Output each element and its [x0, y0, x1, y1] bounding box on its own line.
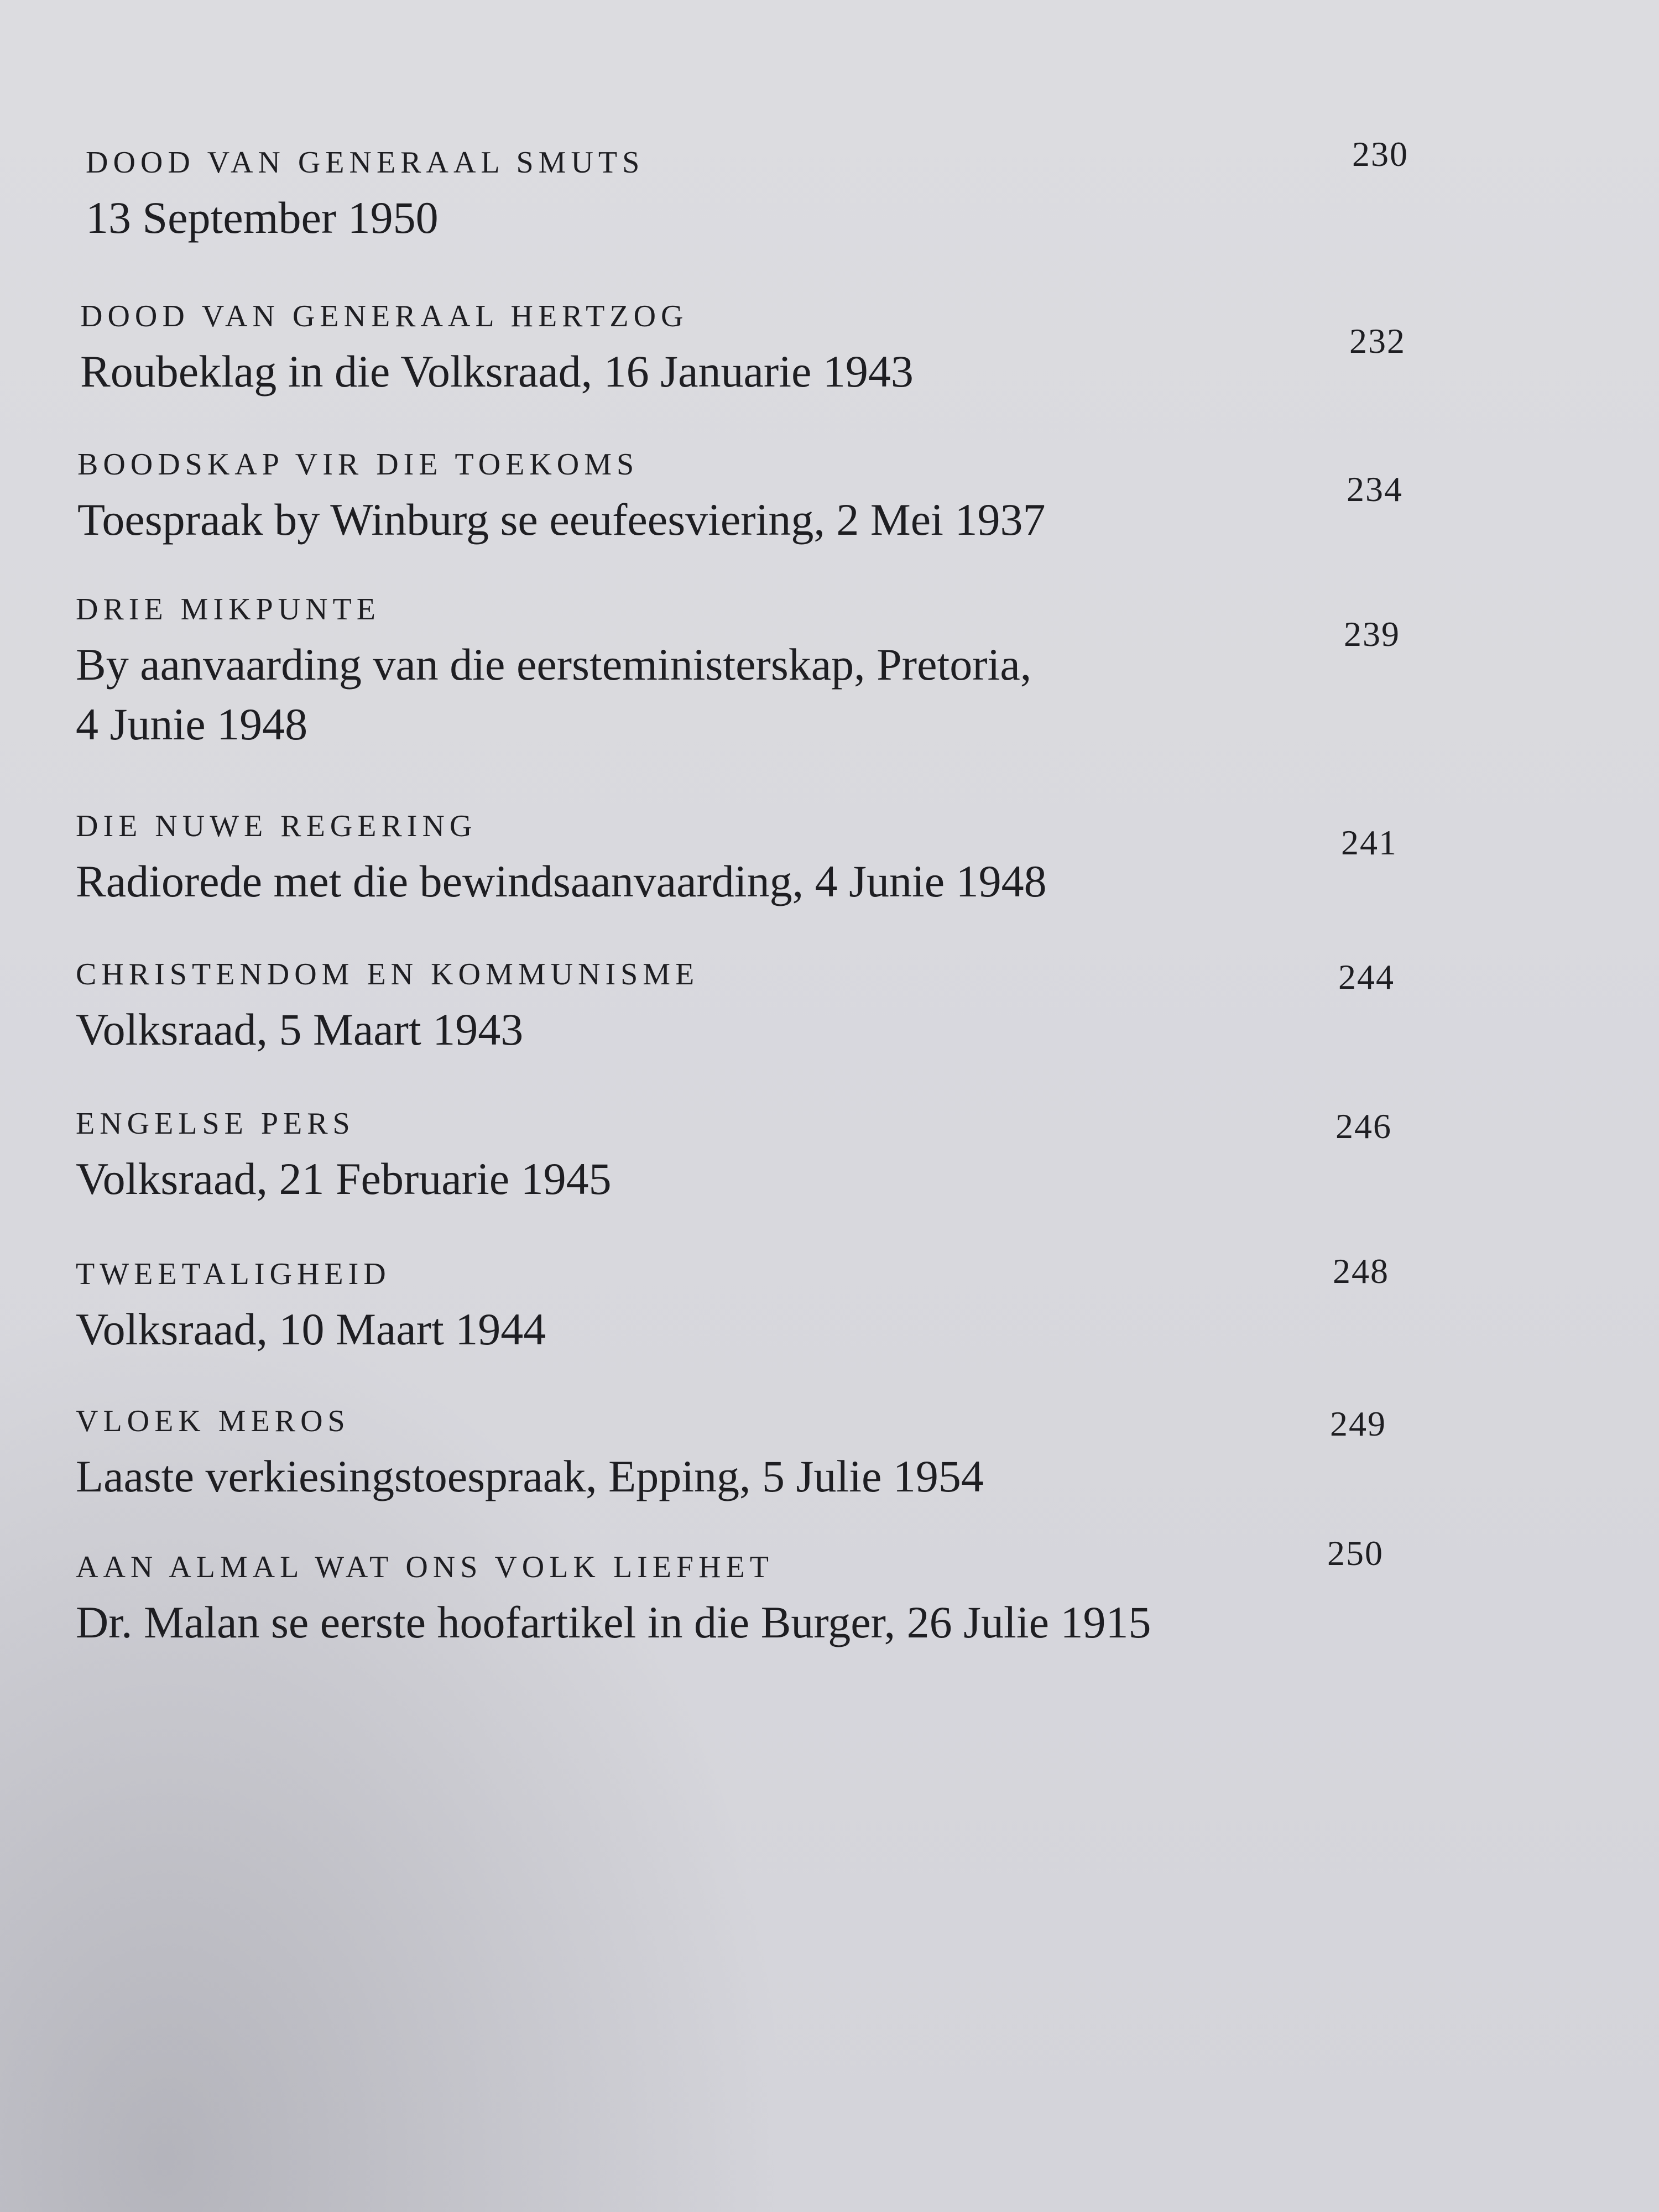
entry-subtitle: 4 Junie 1948: [76, 699, 308, 749]
toc-entry: [76, 1251, 1569, 1359]
page-number: 241: [1341, 823, 1397, 862]
entry-title: VLOEK MEROS: [76, 1404, 350, 1438]
entry-subtitle: Laaste verkiesingstoespraak, Epping, 5 Julie 1954: [76, 1451, 984, 1501]
entry-subtitle: Toespraak by Winburg se eeufeesviering, 2 Mei 1937: [77, 494, 1046, 545]
page-number: 230: [1352, 134, 1408, 174]
toc-entry: [76, 1106, 1569, 1209]
entry-title: ENGELSE PERS: [76, 1107, 355, 1141]
toc-entry: [76, 1404, 1569, 1506]
entry-subtitle: Volksraad, 10 Maart 1944: [76, 1304, 546, 1354]
toc-entry: [86, 134, 1579, 248]
entry-title: CHRISTENDOM EN KOMMUNISME: [76, 957, 700, 992]
page-number: 250: [1327, 1533, 1384, 1573]
entry-title: DOOD VAN GENERAAL SMUTS: [86, 145, 645, 180]
page-number: 239: [1344, 614, 1400, 654]
entry-subtitle: Volksraad, 5 Maart 1943: [76, 1004, 524, 1055]
entry-title: AAN ALMAL WAT ONS VOLK LIEFHET: [76, 1550, 774, 1584]
toc-entry: [76, 1533, 1569, 1652]
toc-entry: [76, 592, 1569, 754]
entry-title: DOOD VAN GENERAAL HERTZOG: [80, 299, 688, 333]
page-number: 234: [1347, 469, 1403, 509]
page-number: 248: [1333, 1251, 1389, 1291]
page-number: 232: [1349, 321, 1406, 361]
toc-entry: [76, 957, 1569, 1060]
entry-title: TWEETALIGHEID: [76, 1257, 391, 1291]
page-number: 249: [1330, 1404, 1386, 1443]
entry-title: DRIE MIKPUNTE: [76, 592, 380, 627]
entry-subtitle: By aanvaarding van die eersteministerskap, Pretoria,: [76, 639, 1032, 690]
toc-entry: [77, 447, 1571, 550]
entry-title: BOODSKAP VIR DIE TOEKOMS: [77, 447, 639, 482]
entry-subtitle: 13 September 1950: [86, 192, 439, 243]
toc-entry: [80, 299, 1573, 401]
toc-entry: [76, 808, 1569, 911]
entry-subtitle: Volksraad, 21 Februarie 1945: [76, 1154, 612, 1204]
entry-subtitle: Dr. Malan se eerste hoofartikel in die Burger, 26 Julie 1915: [76, 1597, 1151, 1647]
page-number: 244: [1338, 957, 1395, 997]
entry-subtitle: Radiorede met die bewindsaanvaarding, 4 Junie 1948: [76, 856, 1047, 906]
entry-title: DIE NUWE REGERING: [76, 809, 477, 843]
entry-subtitle: Roubeklag in die Volksraad, 16 Januarie 1943: [80, 346, 914, 397]
page-number: 246: [1335, 1107, 1392, 1146]
